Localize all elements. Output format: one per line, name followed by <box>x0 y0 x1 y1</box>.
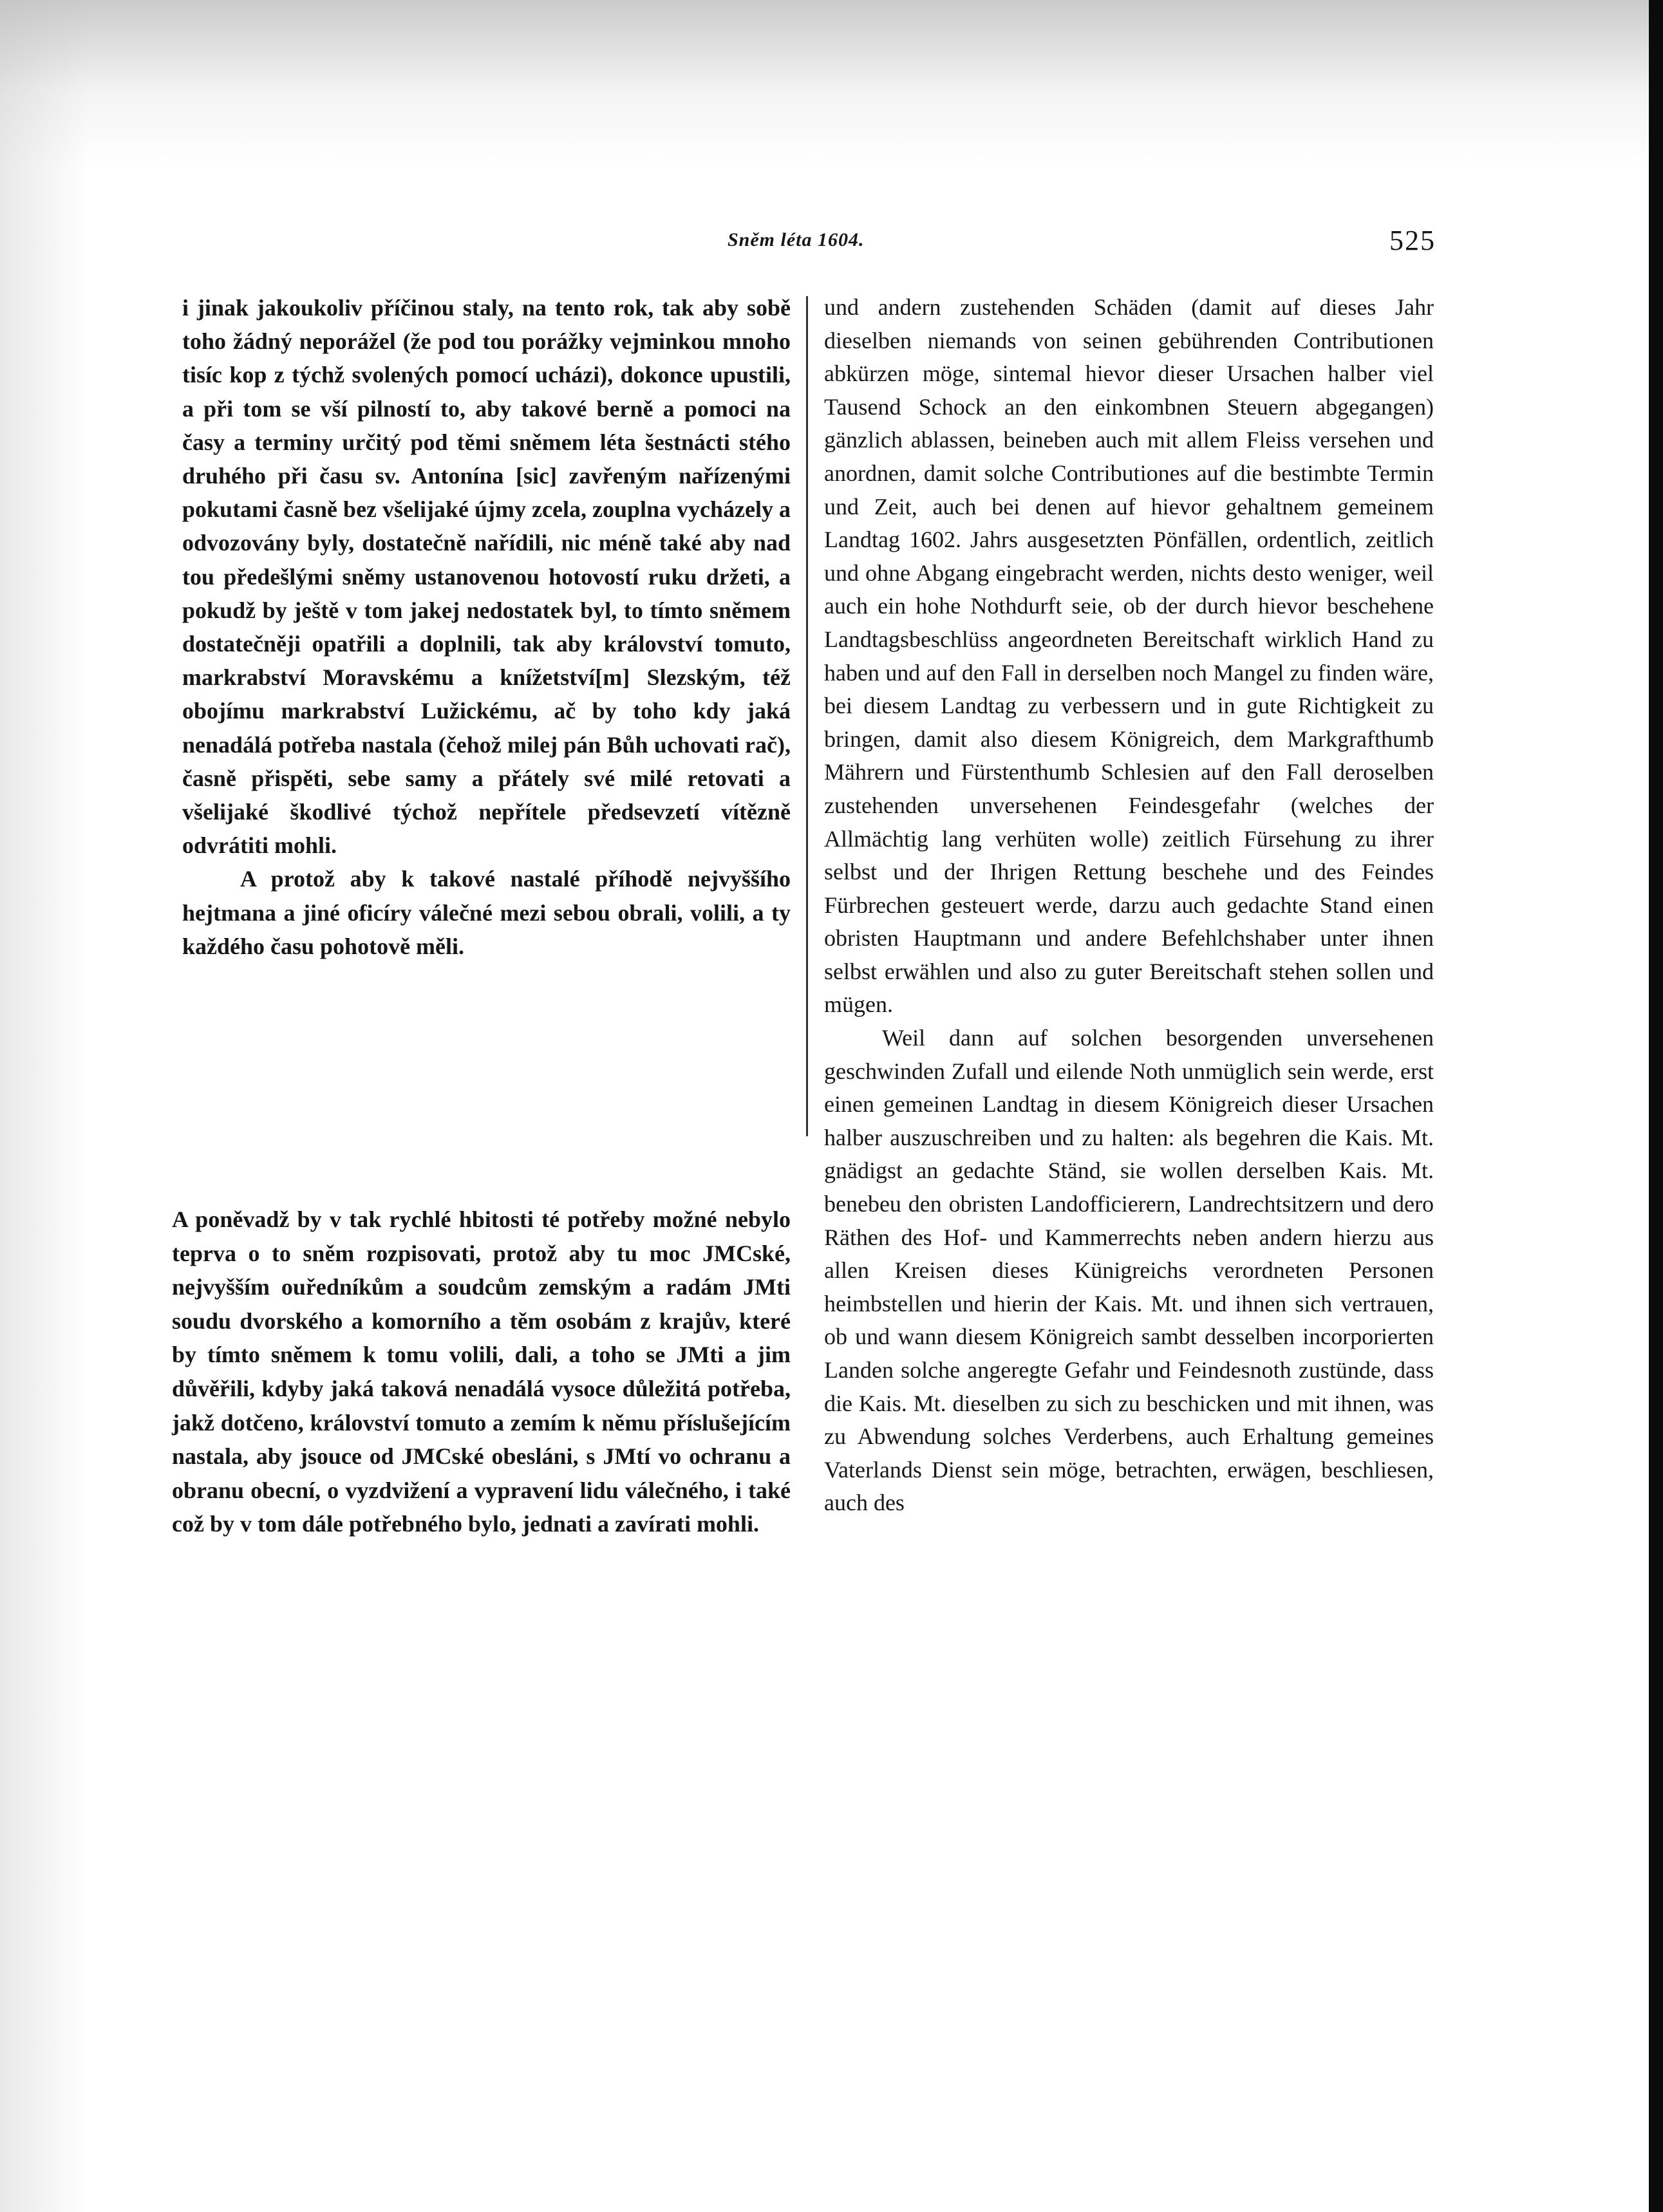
left-column-czech-lower <box>172 1203 791 1541</box>
page-number: 525 <box>1389 225 1436 256</box>
left-paragraph-3: A poněvadž by v tak rychlé hbitosti té potřeby možné nebylo teprva o to sněm rozpisovati, protož aby tu moc JMCské, nejvyšším ouředníkům a soudcům zemským a radám JMti soudu dvorského a komorního a těm osobám z krajův, které by tímto sněmem k tomu volili, dali, a toho se JMti a jim důvěřili, kdyby jaká taková nenadálá vysoce důležitá potřeba, jakž dotčeno, království tomuto a zemím k němu příslušejícím nastala, aby jsouce od JMCské obesláni, s JMtí vo ochranu a obranu obecní, o vyzdvižení a vypravení lidu válečného, i také což by v tom dále potřebného bylo, jednati a zavírati mohli. <box>172 1206 791 1537</box>
running-title: Sněm léta 1604. <box>728 229 865 250</box>
scan-top-shading <box>0 0 1649 167</box>
column-divider <box>806 296 808 1136</box>
left-paragraph-1: i jinak jakoukoliv příčinou staly, na tento rok, tak aby sobě toho žádný neporážel (že pod tou porážky vejminkou mnoho tisíc kop z týchž svolených pomocí ucházi), dokonce upustili, a při tom se vší pilností to, aby takové berně a pomoci na časy a terminy určitý pod těmi sněmem léta šestnácti stého druhého při času sv. Antonína [sic] zavřeným nařízenými pokutami časně bez všelijaké újmy zcela, zouplna vycházely a odvozovány byly, dostatečně nařídili, nic méně také aby nad tou předešlými sněmy ustanovenou hotovostí ruku držeti, a pokudž by ještě v tom jakej nedostatek byl, to tímto sněmem dostatečněji opatřili a doplnili, tak aby království tomuto, markrabství Moravskému a knížetství[m] Slezským, též obojímu markrabství Lužickému, ač by toho kdy jaká nenadálá potřeba nastala (čehož milej pán Bůh uchovati rač), časně přispěti, sebe samy a přátely své milé retovati a všelijaké škodlivé týchož nepřítele předsevzetí vítězně odvrátiti mohli. <box>182 295 791 859</box>
right-column-german <box>824 291 1434 1520</box>
right-paragraph-1: und andern zustehenden Schäden (damit auf dieses Jahr dieselben niemands von seinen gebührenden Contributionen abkürzen möge, sintemal hievor dieser Ursachen halber viel Tausend Schock an den einkombnen Steuern abgegangen) gänzlich ablassen, beineben auch mit allem Fleiss versehen und anordnen, damit solche Contributiones auf die bestimbte Termin und Zeit, auch bei denen auf hievor gehaltnem gemeinem Landtag 1602. Jahrs ausgesetzten Pönfällen, ordentlich, zeitlich und ohne Abgang eingebracht werden, nichts desto weniger, weil auch ein hohe Nothdurft seie, ob der durch hievor beschehene Landtagsbeschlüss angeordneten Bereitschaft wirklich Hand zu haben und auf den Fall in derselben noch Mangel zu finden wäre, bei diesem Landtag zu verbessern und in gute Richtigkeit zu bringen, damit also diesem Königreich, dem Markgrafthumb Mährern und Fürstenthumb Schlesien auf den Fall deroselben zustehenden unversehenen Feindesgefahr (welches der Allmächtig lang verhüten wolle) zeitlich Fürsehung zu ihrer selbst und der Ihrigen Rettung beschehe und des Feindes Fürbrechen gesteuert werde, darzu auch gedachte Stand einen obristen Hauptmann und andere Befehlchshaber unter ihnen selbst erwählen und also zu guter Bereitschaft stehen sollen und mügen. <box>824 294 1434 1018</box>
left-column-czech <box>182 291 791 963</box>
right-paragraph-2: Weil dann auf solchen besorgenden unversehenen geschwinden Zufall und eilende Noth unmüglich sein werde, erst einen gemeinen Landtag in diesem Königreich dieser Ursachen halber auszuschreiben und zu halten: als begehren die Kais. Mt. gnädigst an gedachte Ständ, sie wollen derselben Kais. Mt. benebeu den obristen Landofficierern, Landrechtsitzern und dero Räthen des Hof- und Kammerrechts neben andern hierzu aus allen Kreisen dieses Künigreichs verordneten Personen heimbstellen und hierin der Kais. Mt. und ihnen sich vertrauen, ob und wann diesem Königreich sambt desselben incorporierten Landen solche angeregte Gefahr und Feindesnoth zustünde, dass die Kais. Mt. dieselben zu sich zu beschicken und mit ihnen, was zu Abwendung solches Verderbens, auch Erhaltung gemeines Vaterlands Dienst sein möge, betrachten, erwägen, beschliesen, auch des <box>824 1025 1434 1516</box>
page-header <box>180 224 1436 263</box>
scan-left-shading <box>0 0 90 2212</box>
left-paragraph-2: A protož aby k takové nastalé příhodě nejvyššího hejtmana a jiné oficíry válečné mezi sebou obrali, volili, a ty každého času pohotově měli. <box>182 866 791 959</box>
scan-right-edge <box>1649 0 1663 2212</box>
